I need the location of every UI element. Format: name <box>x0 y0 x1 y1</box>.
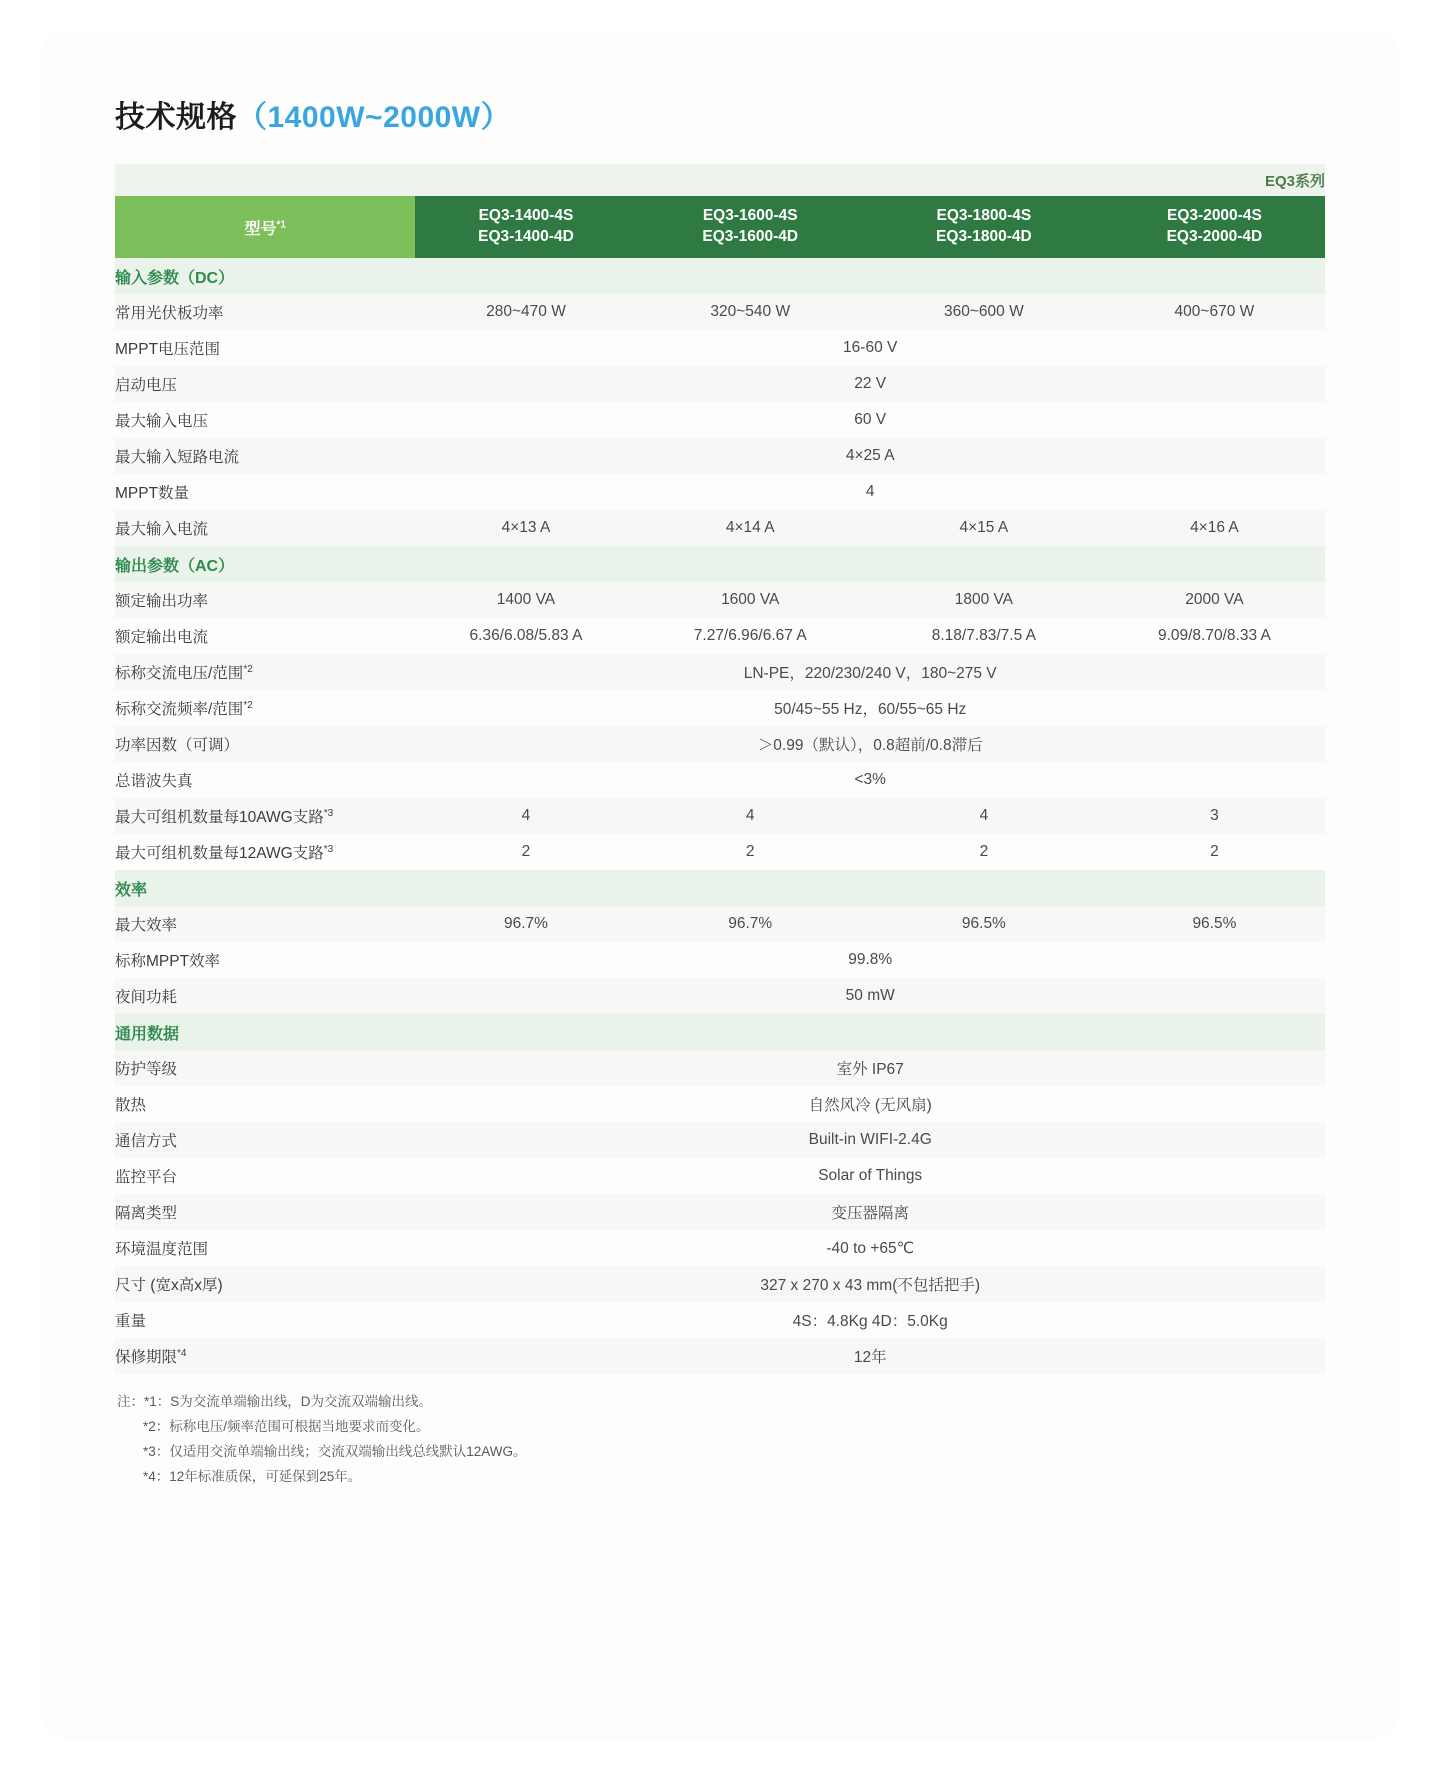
footnote-3: *3：仅适用交流单端输出线；交流双端输出线总线默认12AWG。 <box>143 1443 527 1459</box>
row-label: 最大可组机数量每12AWG支路$^{*3}$ <box>115 843 334 862</box>
section-title: 效率 <box>115 870 1325 906</box>
table-row <box>115 726 1325 762</box>
row-value-2: 96.7% <box>637 906 864 942</box>
row-label: 功率因数（可调） <box>115 726 415 762</box>
table-row <box>115 330 1325 366</box>
footnote-1: 注：*1：S为交流单端输出线，D为交流双端输出线。 <box>117 1394 433 1409</box>
row-label: 额定输出功率 <box>115 582 415 618</box>
table-row <box>115 1122 1325 1158</box>
table-row <box>115 1086 1325 1122</box>
row-value-1: 6.36/6.08/5.83 A <box>469 627 583 644</box>
row-label: 夜间功耗 <box>115 978 415 1014</box>
row-value-3: 360~600 W <box>864 294 1104 330</box>
header-model-1: EQ3-1400-4S EQ3-1400-4D <box>415 196 636 258</box>
table-row <box>115 906 1325 942</box>
row-label: 常用光伏板功率 <box>115 294 415 330</box>
row-value-merged: 99.8% <box>848 951 893 968</box>
page-title-highlight: （1400W~2000W） <box>237 101 512 134</box>
row-value-merged: 16-60 V <box>843 339 898 356</box>
row-value-1: 4×13 A <box>415 510 636 546</box>
row-value-merged: ＞0.99（默认），0.8超前/0.8滞后 <box>415 726 1325 762</box>
row-label: 最大可组机数量每10AWG支路$^{*3}$ <box>115 798 415 834</box>
page-title-main: 技术规格 <box>115 101 237 134</box>
row-value-4: 96.5% <box>1104 906 1325 942</box>
row-value-2: 1600 VA <box>637 582 864 618</box>
row-value-2: 7.27/6.96/6.67 A <box>693 627 807 644</box>
row-value-2: 4×14 A <box>637 510 864 546</box>
row-value-4: 2000 VA <box>1104 582 1325 618</box>
header-model-3: EQ3-1800-4S EQ3-1800-4D <box>864 196 1104 258</box>
row-value-3: 96.5% <box>864 906 1104 942</box>
row-value-1: 2 <box>521 843 531 860</box>
row-value-merged: 60 V <box>854 411 887 428</box>
row-label: MPPT数量 <box>115 485 190 502</box>
table-row <box>115 438 1325 474</box>
table-row <box>115 942 1325 978</box>
row-label: 尺寸 (宽x高x厚) <box>115 1266 415 1302</box>
header-model-label: 型号$^{*1}$ <box>115 196 415 258</box>
row-label: 环境温度范围 <box>115 1241 209 1258</box>
row-label: 保修期限$^{*4}$ <box>115 1338 415 1374</box>
row-label: 重量 <box>115 1313 147 1330</box>
series-strip-row <box>115 164 1325 196</box>
section-title: 输入参数（DC） <box>115 258 1325 294</box>
table-row <box>115 1302 1325 1338</box>
row-value-merged: 22 V <box>415 366 1325 402</box>
table-row <box>115 1050 1325 1086</box>
row-label: 通信方式 <box>115 1122 415 1158</box>
section-header-row <box>115 546 1325 582</box>
row-value-4: 4×16 A <box>1104 510 1325 546</box>
footnote-2: *2：标称电压/频率范围可根据当地要求而变化。 <box>143 1418 430 1434</box>
row-value-merged: 12年 <box>415 1338 1325 1374</box>
row-label-sup: *3 <box>323 807 334 819</box>
row-label-sup: *2 <box>243 699 253 711</box>
row-value-4: 9.09/8.70/8.33 A <box>1157 627 1271 644</box>
row-value-1: 4 <box>415 798 636 834</box>
series-label: EQ3系列 <box>115 164 1325 196</box>
spec-card <box>40 30 1400 1739</box>
row-value-4: 3 <box>1104 798 1325 834</box>
table-row <box>115 654 1325 690</box>
row-label: 启动电压 <box>115 366 415 402</box>
header-model-label-sup: *1 <box>276 219 286 231</box>
row-label: 最大输入短路电流 <box>115 438 415 474</box>
table-row <box>115 1266 1325 1302</box>
row-value-4: 2 <box>1210 843 1219 860</box>
spec-table <box>115 164 1325 1374</box>
row-label-sup: *2 <box>243 663 253 675</box>
table-row <box>115 1338 1325 1374</box>
row-label: 总谐波失真 <box>115 773 193 790</box>
row-value-3: 1800 VA <box>864 582 1104 618</box>
page-title <box>115 92 1365 136</box>
row-value-merged: 50 mW <box>415 978 1325 1014</box>
table-header-row <box>115 196 1325 258</box>
section-header-row <box>115 870 1325 906</box>
row-value-merged: 变压器隔离 <box>415 1194 1325 1230</box>
table-row <box>115 618 1325 654</box>
row-label-sup: *3 <box>323 843 334 855</box>
row-value-merged: 327 x 270 x 43 mm(不包括把手) <box>415 1266 1325 1302</box>
row-value-1: 280~470 W <box>415 294 636 330</box>
table-row <box>115 978 1325 1014</box>
row-label: 最大输入电流 <box>115 510 415 546</box>
section-title: 输出参数（AC） <box>115 546 1325 582</box>
row-value-3: 2 <box>979 843 989 860</box>
row-value-3: 4×15 A <box>864 510 1104 546</box>
row-label: 最大效率 <box>115 906 415 942</box>
footnote-4: *4：12年标准质保，可延保到25年。 <box>143 1468 362 1484</box>
row-value-merged: Solar of Things <box>818 1167 923 1184</box>
row-value-merged: 室外 IP67 <box>415 1050 1325 1086</box>
row-value-merged: 4×25 A <box>415 438 1325 474</box>
section-title: 通用数据 <box>115 1014 1325 1050</box>
footnotes <box>117 1390 1365 1490</box>
table-row <box>115 690 1325 726</box>
table-row <box>115 1158 1325 1194</box>
row-label: 标称交流频率/范围$^{*2}$ <box>115 699 253 718</box>
row-label: 额定输出电流 <box>115 629 209 646</box>
row-value-merged: 自然风冷 (无风扇) <box>808 1097 932 1114</box>
row-value-2: 4 <box>637 798 864 834</box>
row-value-4: 400~670 W <box>1104 294 1325 330</box>
row-value-2: 320~540 W <box>637 294 864 330</box>
section-header-row <box>115 258 1325 294</box>
row-value-3: 8.18/7.83/7.5 A <box>931 627 1037 644</box>
row-value-merged: LN-PE，220/230/240 V，180~275 V <box>415 654 1325 690</box>
header-model-4: EQ3-2000-4S EQ3-2000-4D <box>1104 196 1325 258</box>
row-label: 防护等级 <box>115 1050 415 1086</box>
table-row <box>115 582 1325 618</box>
row-value-1: 96.7% <box>415 906 636 942</box>
row-label: 最大输入电压 <box>115 413 209 430</box>
row-value-1: 1400 VA <box>415 582 636 618</box>
row-value-merged: 4 <box>865 483 875 500</box>
table-row <box>115 294 1325 330</box>
row-value-merged: <3% <box>854 771 886 788</box>
row-label: 标称MPPT效率 <box>115 953 221 970</box>
row-label: 散热 <box>115 1097 147 1114</box>
header-model-2: EQ3-1600-4S EQ3-1600-4D <box>637 196 864 258</box>
table-row <box>115 474 1325 510</box>
table-row <box>115 762 1325 798</box>
row-value-3: 4 <box>864 798 1104 834</box>
row-value-merged: -40 to +65℃ <box>826 1239 915 1257</box>
row-label: 标称交流电压/范围$^{*2}$ <box>115 654 415 690</box>
table-row <box>115 798 1325 834</box>
table-row <box>115 1194 1325 1230</box>
row-value-2: 2 <box>745 843 755 860</box>
table-row <box>115 510 1325 546</box>
row-value-merged: 4S：4.8Kg 4D：5.0Kg <box>792 1313 948 1330</box>
row-value-merged: 50/45~55 Hz，60/55~65 Hz <box>774 701 967 718</box>
table-row <box>115 834 1325 870</box>
row-value-merged: Built-in WIFI-2.4G <box>415 1122 1325 1158</box>
table-row <box>115 1230 1325 1266</box>
row-label: 隔离类型 <box>115 1194 415 1230</box>
row-label: 监控平台 <box>115 1169 178 1186</box>
row-label-sup: *4 <box>177 1347 187 1359</box>
row-label: MPPT电压范围 <box>115 341 221 358</box>
table-row <box>115 402 1325 438</box>
table-row <box>115 366 1325 402</box>
section-header-row <box>115 1014 1325 1050</box>
